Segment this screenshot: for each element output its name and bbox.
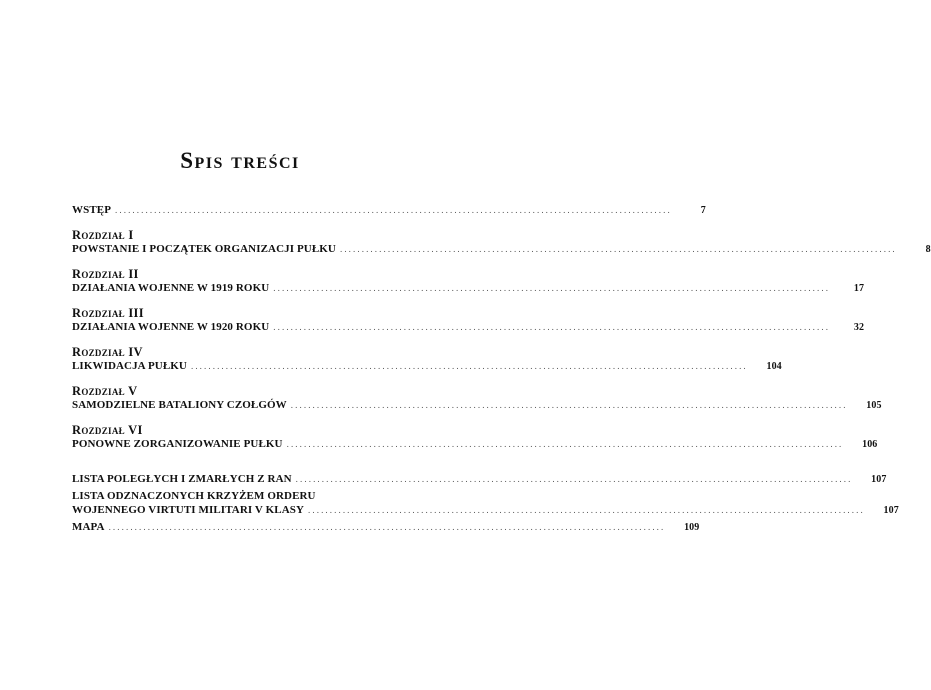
toc-line [72,398,882,413]
chapter-label: Rozdział VI [72,423,143,437]
toc-entry-chapter-6 [72,423,878,452]
toc-entry-fallen-list [72,472,887,487]
dot-leader: ................................................................................................................................ [273,322,831,332]
table-of-contents [72,203,931,535]
toc-page-number: 7 [700,205,706,216]
toc-entry-title: SAMODZIELNE BATALIONY CZOŁGÓW [72,399,287,411]
toc-page-number: 106 [862,439,878,450]
dot-leader: ................................................................................................................................ [190,361,748,371]
chapter-label: Rozdział II [72,267,139,281]
toc-line [72,437,878,452]
toc-entry-decorated-list [72,489,899,518]
toc-page-number: 17 [853,283,865,294]
toc-entry-chapter-4 [72,345,782,374]
toc-entry-title: DZIAŁANIA WOJENNE W 1920 ROKU [72,321,270,333]
dot-leader: ................................................................................................................................ [108,522,666,532]
toc-page-number: 107 [871,474,887,485]
toc-line [72,472,887,487]
toc-page-number: 8 [925,244,931,255]
chapter-label: Rozdział III [72,306,144,320]
toc-entry-title: PONOWNE ZORGANIZOWANIE PUŁKU [72,438,283,450]
dot-leader: ................................................................................................................................ [339,244,897,254]
toc-entry-title-line1: LISTA ODZNACZONYCH KRZYŻEM ORDERU [72,490,316,502]
toc-page-number: 107 [883,505,899,516]
chapter-label: Rozdział IV [72,345,143,359]
toc-line [72,503,899,518]
toc-line [72,203,706,218]
dot-leader: ................................................................................................................................ [273,283,831,293]
dot-leader: ................................................................................................................................ [308,505,865,515]
toc-entry-chapter-1 [72,228,931,257]
toc-entry-chapter-3 [72,306,865,335]
toc-page-number: 109 [684,522,700,533]
chapter-label: Rozdział V [72,384,138,398]
toc-entry-wstep [72,203,706,218]
toc-page-number: 32 [853,322,865,333]
chapter-label: Rozdział I [72,228,134,242]
page-title: Spis treści [180,148,300,173]
dot-leader: ................................................................................................................................ [295,474,853,484]
toc-entry-title: WSTĘP [72,204,112,216]
dot-leader: ................................................................................................................................ [290,400,848,410]
toc-entry-title: DZIAŁANIA WOJENNE W 1919 ROKU [72,282,270,294]
dot-leader: ................................................................................................................................ [286,439,844,449]
toc-line [72,520,700,535]
toc-entry-title: POWSTANIE I POCZĄTEK ORGANIZACJI PUŁKU [72,243,336,255]
toc-entry-chapter-2 [72,267,865,296]
dot-leader: ................................................................................................................................ [115,205,672,215]
toc-line [72,242,931,257]
toc-page-number: 105 [866,400,882,411]
toc-line [72,320,865,335]
toc-entry-title: LISTA POLEGŁYCH I ZMARŁYCH Z RAN [72,473,292,485]
toc-line [72,281,865,296]
toc-entry-map [72,520,700,535]
toc-line [72,359,782,374]
toc-entry-title: LIKWIDACJA PUŁKU [72,360,187,372]
toc-page-number: 104 [766,361,782,372]
toc-entry-chapter-5 [72,384,882,413]
toc-entry-title: MAPA [72,521,105,533]
toc-entry-title: WOJENNEGO VIRTUTI MILITARI V KLASY [72,504,305,516]
